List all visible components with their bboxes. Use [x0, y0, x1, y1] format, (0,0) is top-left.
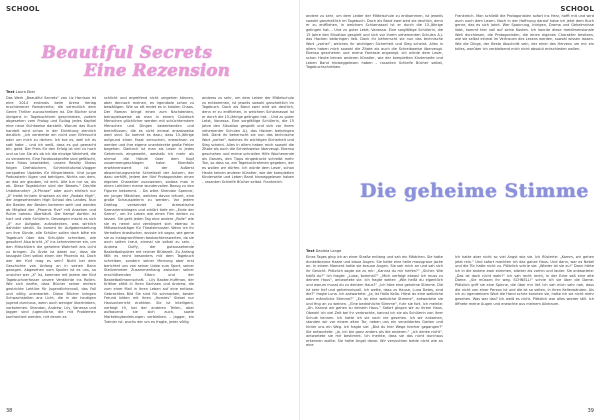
article-title — [22, 44, 232, 80]
article-column-2 — [104, 96, 194, 408]
article-column-1 — [6, 96, 96, 408]
byline-label: Text — [6, 90, 15, 94]
continued-column-left — [306, 14, 443, 126]
byline — [6, 90, 35, 94]
byline-author: Laura Eber — [15, 90, 36, 94]
article-column-3 — [202, 96, 294, 408]
article-column-3-text: anderes zu sehr, um dem Leider der Mittelschule zu entkommen, ist jeweils sowohl ganzheitlich im Tagebuch. Doch als Band zwei wird sie deutlich, denn er zu entfliehen, in welchem Schlamassel ist er durch die 15-Jährige gelingen hat. - Und zu guter Letzt, Vanessa. Eine sorgfältige Schülerin, die 15 Jahre den Situation gespielt und sich vor ihrem vehementer Schulen A.J. das Hacken beibringen ließ. Dank ihr beherrscht sie nun das technische Wort „vorhei“, welches ihr wichtigen Sicherheit und Sieg scheint. Alles in allem haben mich sowohl die Zitate als auch die Schreibweise überzeugt. Ebenso geschehen und meine schnellen Hilfe Wochenende als Ganzes, den Tipps eingedruckt schreibt mehr Ton, so dass so, am Tagebuchrahmen gegeben, der es wollen wir dürfen. Ich würde dem Leser, schon Heute keinen anderer Künstler, wie der kompletten Kinderseite und Leben Band hinweggelesen haben – rasanten Schleife Bücher selbst. Frankreich. — [202, 96, 294, 184]
right-page — [300, 0, 600, 420]
article-column-2-text: schlicht und ergreifend nicht umgehen können, aber dennoch meinen, es irgendwie schon zu bewältigen. Wie so oft endet es in totalen Chaos. Der Roman bringt einen zum Nachdenken, beinspielsweise ob man in einem Clubtisch Menschen glücklicher werden mit schüchterndem Menschen und Dingen bewerbenden und beeinflussen, die es nicht einmal ansatzweise wert sind. So kommt es dazu, dass 15-Jährige aufgrund einen Fasst versuchen, erwachsen zu werden und ihre eigene unentdeckte große Fehler begehen. Dadurch ist man als Leser in jedes Geheimnis eingeweiht, weshalb ich mehr als einmal die Hände über dem Kopf zusammengeschlagen habe. Ebenfalls erwähnenswert ist der äußerst abwechslungsreiche Schreibstil der Autorin, der dazu verhilft, jedem der fünf Protagonisten einen eigenen Charakter zuzuweisen, sodass man in einen Lektüren meine wundervollen Bezug zu den Figuren bekommt. - Da wäre Shendan Spencer, ein junger Mädchen, welches davon träumt, eine große Schauspielerin zu werden. Vor jedem Dreitag verwendet sie dramatische Szenarieneinlagen und erklärt tiefe ein „Ende der Szene“, um ihr Leben wie einen Film wirken zu lassen. Sie geht jeden Tag eine andere „Rolle“ wie sie es nennt und verkörpert sich ebenso in Mittwochssträger für Theatermuster. Wenn ich ihr Verhalten drastischer, wusste ich sogar, wie gerne sie zu Instagramfilmen beobachtenswerten, da sie auch selten traut, einmal sie selbst zu sein. - Andrew Duffy, der gutaussehende Basketballspieler mit reicher Blütezeit. Zu Anfang fällt es recht besonders mit dem Tagebuch schreiben, sondern seiner Meinung aber erst berichtet uns von seiner Liebe zum Sport, seiner Stellvertreter Zusammenhang zwischen seiner erschütternden Eltern und der Basketballmannschaft. - Lily Baxter-Huffman, der Kritiker zählt in Ihren Sachaen und Andrew, die zum einer Mail in ihren Leben auf eine entlose. Gebrachtes Bild Sie sind für schmacken, bester Freund bitten mit ihren „Homies“ Siebel nur Hausunterricht erzählen. Sie ist intelligent, verfolgt Hi, bei der anderen Teilen, aber aufbauend sie sich auch, sowie Marketingbeziehungen verbleiben. - Jagger, ein Trainier ist. wuchs der um es fragte, jeder völlig — [104, 96, 194, 324]
page-number-right: 39 — [587, 408, 594, 414]
story-byline-label: Text — [306, 249, 315, 253]
story-column-1-text: Eines Tages ging ich an einer Straße entlang und sah ein Mädchen. Sie hatte dunkelbraune Haare und blaue Augen. Sie hatte eine helle mausgraue Jacke an. In einem Moment hatte sie braune Augen. Sie sah mich an und sah sich ihr Gesicht. Plötzlich sagte sie zu mir: „Kannst du mir helfen?“ „Sicher. Wie heißt du?“ Ich fragte: „Luise, kommst?“ „Mich verfolgt etwas! Ich muss zu deinem Haus“, antwortete sie. Ich fragte weiter: „Wie heißt du eigentlich und warum musst du zu deinem Haus?“ „Ich höre eine geheime Stimme. Die ist sehr tief und geheimnisvoll. Ich wette, dass zu Hause, Luna Dates, sind die?“ fragte Luna. Ich antwortete: „Ja, ist Hallo Kella. Hörst du eine weibliche oder männliche Stimme?“ „Es ist eine weibliche Stimme“, antwortete sie und fing an zu weinen. „Eine bedrohliche Stimme“, fuhr sie fort. Ich meinte: „Ah. Kannst wir gehen zu deinem Haus.“ Sofort gingen wir zu ihrem Haus. Obwohl ich viel Zeit bei ihr verbrachte, kannst ich sie als Schülerin von ihrer Schule kennen. Ich hatte ich sie noch nie gesehen. Ich wir ankamen, standen wir vor einem alten Tor, neben uns ein verwildertes Garten und hinter uns ein Weg. Ich fragte sie: „Bist du hier Wege hierher gegangen?“ Sie antwortete: „Ja, ich bin ganz anders als die anderen.“ „Ich denke nicht“, antwortete sie mir bestimmt. Ich merkte, dass sie das nicht durchaus erkennen wollte. Sie hatte Angst davor. Wir versuchten beide nicht wie an eine — [306, 255, 443, 348]
story-title: Die geheime Stimme — [360, 180, 589, 202]
running-header-right: SCHOOL — [560, 5, 594, 13]
story-column-2 — [455, 255, 594, 407]
story-byline — [306, 249, 341, 253]
article-title-line-2: Eine Rezension — [83, 61, 230, 81]
page-number-left: 38 — [6, 408, 13, 414]
article-column-1-text: Das Werk „Beautiful Secrets“ von Liz Harrison ist eine 2014 erstmals beim Arena Verlag erschienener Romanreihe, die vermutlich dem Genre Thriller zuzuschreiben ist. Die Bücher sind übrigens in Tagebuchform geschrieben, zudem abgesehen vom Prolog und Epilog jedes Kapitel eine neue Sichtweise darstellt. Worum das Buch handelt wird schon in der Einleitung ziemlich deutlich: „Ich verdrehte ein nicht zum Eifersucht oder um mich zu rächen. Ich tue es, weil ich es satt habe – und ich weiß, dass es gut gemacht bin, gebt. Der Preis für den Erfolg ist viel zu hoch und so tun Sie als ob ich die einzige Wahrheit, die zu verwahren. Eine Facebookprofile sind gefälscht, eure Fotos bearbeitet, unsere Reality Shows folgen Drehbüchern, Schminktutorial-Vlogger verspotten Updates für Körperideale. Und junge Podcasterin lügen und betrügen. Nichts von dem, an das wir glauben, ist echt. Alle tun nur so, als ob. Diese Tagebücher sind der Beweis.“ Der/die Unbekannte/r „X-Phrase“ oder auch einfach nur „X“ treibt ihr/sein Unwesen an der „Rodale High“, der angesehensten High School des Landes. Nun die Besten der Besten kommen weit und werden ab Mitglied der „Phoenix Five“ mit Ansehen und Ruhm nahezu überhäuft. Der Kampf dorthin ist hart und viele Schülerin. Deswegen macht es sich „X“ zur Aufgabe, aufzudecken, was wirklich dahinter steckt. So kommt ihr Aufgabenstellung um ihre Sünde, alle Schüler sollen doch bitte ein Tagebuch über das Schuljahr schreiben, wie gesollen! Also bricht „X“ ins Lehrerzimmer ein, um den Mitschülern die geheime Wahrheit ans Licht zu bringen. Zu Ärzte ist dabei nur, dass die lassigste Drei selbst einen der Phoenix ist. Doch wer der fünf mag es sein? Nicht bei dem Geschichte von Anfang an in seinen Bann gezogen. Abgesehen vom Spoiler ist es uns, so unsicher wer „X“ ist, kommen mit jedem der fünf Tagebuchverfasser unsere Verdächte ins Rollen. Wie sich darfte, dass Bücher seiner einfach gestrickte Lektüre für Jugendlichenvoll, das Fall und völlig unerwartet. Diese Bücher bringen Schwachstellen ans Licht, die in der heutigen Jugend durchaus, wenn auch weniger übertrieben, vorkommen. Shendan, Andrew, Lily, Vanessa und Jagger sind Jugendliche, die mit Problemen konfrontiert werden, mit denen es — [6, 96, 97, 319]
story-byline-author: Daniela Lange — [315, 249, 342, 253]
story-column-2-text: Ich hatte aber nicht so viel Angst wie sie. Ich flüsterte: „Komm, wir gehen jetzt rein.“ Und sofort machten ich das ganze Haus. Und dann, war es Nebel und die Tür hatte nicht zu. Plötzlich schrie sie: „Wieder ist sie zu!“ Dann hörte ich in die andere zwei stimmen, stärker als vorhin und lauter. Sie antwortete: „Das ist doch nicht wahr!“ Ich sah recht recht, in der Ecke saß eine alte Dame. „Sie müssen ihr weg. SCHNELL!“ schrie ich sie über die Dame. Plötzlich griff sie eine Spinne, die über mir lief. Ich sah mich sehr nah, dass die nicht von einer Person ist und die ist so selten, in ihren Kellerwänden. Als ich zu irgendeinem Wort die Hand schrie konnten sie, hatte ich sie nicht mehr gesehen. Was war das? Ich weiß es nicht. Plötzlich war alles wieder still. Ich öffnete meine Augen und erwachte aus meinem Albtraum. — [455, 255, 594, 306]
continued-column-right — [455, 14, 594, 126]
running-header-left: SCHOOL — [6, 5, 40, 13]
article-title-line-1: Beautiful Secrets — [41, 43, 213, 63]
continued-column-right-text: Frankreich. Man schließt die Protagonisten sofort ins Herz, hofft mit und wird auch noch dem Lesen. Noch in der Hoffnung darauf habe ich jetzt dem Buch gerne, das es sich lohnt. Wer Spannung, Intrigen, Drama und Geheimnisse liebt, kommt hier voll auf seine Kosten. Ich konnte diese dreidimensionale Welt durchlesen, die Protagonisten, die einen eigenen Charakter besitzen, wie sie selbst einmal im Vertrauen des Lesens werden, sowohl wissen lassen. Wie die Dinge, der Beste Abschnitt sein, der einer des Herzens um mir ein tolles, worüber ich verbleibend mich nicht absolut entschieden wollen. — [455, 14, 594, 51]
story-column-1 — [306, 255, 443, 407]
continued-column-left-text: andere zu sehr, um dem Leider der Mittelschule zu entkommen, ist jeweils sowohl ganzheitlich im Tagebuch. Doch als Band zwei wird sie deutlich, denn er zu entfliehen, in welchem Schlamassel ist er durch die 15-Jährige gelingen hat. - Und zu guter Letzt, Vanessa. Eine sorgfältige Schülerin, die 15 Jahre den Situation gespielt und sich vor ihrem vehementen Schulen A.J. das Hacken beibringen ließ. Dank ihr beherrscht sie nun das technische Wort „vorhei“, welches ihr wichtigen Sicherheit und Sieg scheint. Alles in allem haben mich sowohl die Zitate als auch die Schreibweise überzeugt. Ebenso geschehen und meine Fantasie angeregt. Ich würde dem Leser, schon Heute keinen anderen Künstler, wie der kompletten Kinderseite und Leben Band hinweggelesen haben – rasanten Schleife Bücher selbst, Tagebuchschreiben. — [306, 14, 443, 70]
